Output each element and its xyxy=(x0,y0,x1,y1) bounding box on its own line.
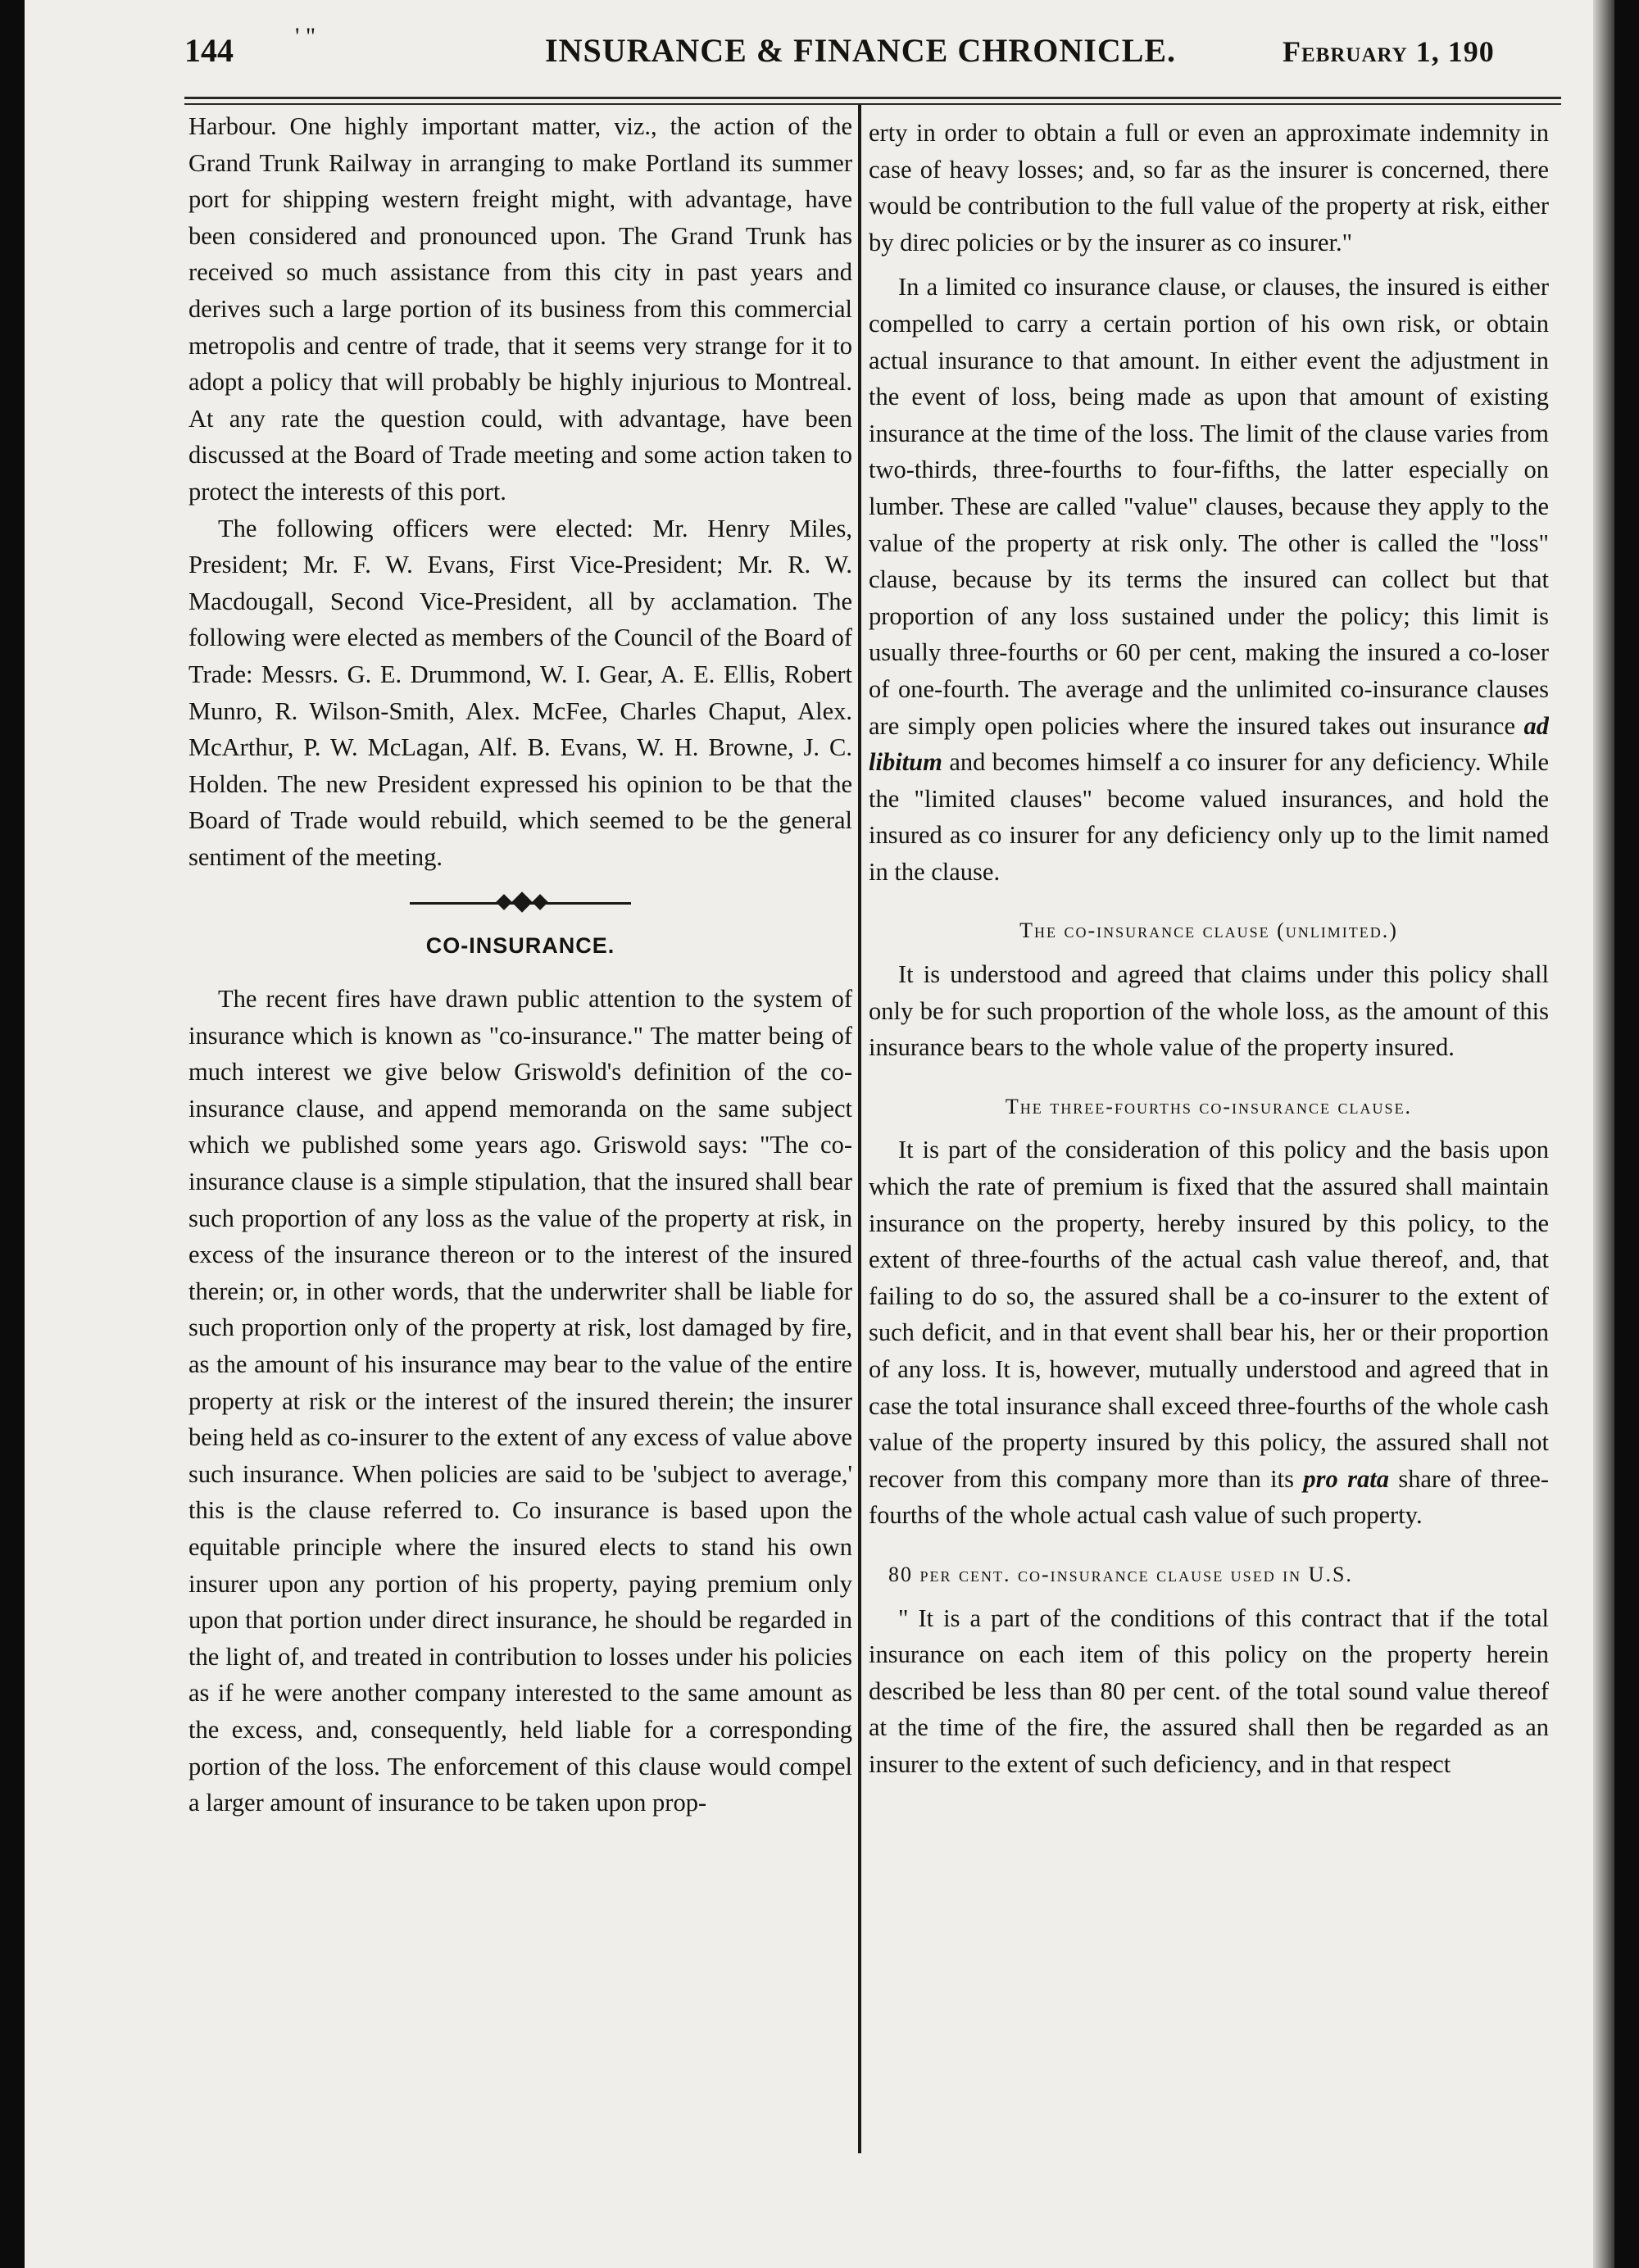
left-column xyxy=(188,108,852,2165)
journal-title: INSURANCE & FINANCE CHRONICLE. xyxy=(545,32,1177,69)
header-mark: ' " xyxy=(295,23,316,50)
paragraph: It is part of the consideration of this policy and the basis upon which the rate of premium is fixed that the assured shall maintain insurance on the property, hereby insured by this policy, to the extent of three-fourths of the actual cash value thereof, and, that failing to do so, the assured shall be a co-insurer to the extent of such deficit, and in that event shall bear his, her or their proportion of any loss. It is, however, mutually understood and agreed that in case the total insurance shall exceed three-fourths of the whole cash value of the property insured by this policy, the assured shall not recover from this company more than its pro rata share of three-fourths of the whole actual cash value of such property. xyxy=(869,1136,1549,1530)
clause-heading: The three-fourths co-insurance clause. xyxy=(1005,1094,1413,1118)
page-edge xyxy=(1593,0,1614,2268)
italic-term: ad libitum xyxy=(869,711,1549,777)
paragraph: The following officers were elected: Mr. Henry Miles, President; Mr. F. W. Evans, First Vice-President; Mr. R. W. Macdougall, Second Vice-President, all by acclamation. The following were elected as members of the Council of the Board of Trade: Messrs. G. E. Drummond, W. I. Gear, A. E. Ellis, Robert Munro, R. Wilson-Smith, Alex. McFee, Charles Chaput, Alex. McArthur, P. W. McLagan, Alf. B. Evans, W. H. Browne, J. C. Holden. The new President expressed his opinion to be that the Board of Trade would rebuild, which seemed to be the general sentiment of the meeting. xyxy=(188,514,852,871)
right-column xyxy=(869,115,1549,2171)
clause-heading: 80 per cent. co-insurance clause used in U.S. xyxy=(888,1562,1353,1586)
paragraph: The recent fires have drawn public attention to the system of insurance which is known as "co-insurance." The matter being of much interest we give below Griswold's definition of the co-insurance clause, and append memoranda on the same subject which we published some years ago. Griswold says: "The co-insurance clause is a simple stipulation, that the insured shall bear such proportion of any loss as the value of the property at risk, in excess of the insurance thereon or to the interest of the insured therein; or, in other words, that the underwriter shall be liable for such proportion only of the property at risk, lost damaged by fire, as the amount of his insurance may bear to the value of the entire property at risk or the interest of the insured therein; the insurer being held as co-insurer to the extent of any excess of value above such insurance. When policies are said to be 'subject to average,' this is the clause referred to. Co insurance is based upon the equitable principle where the insured elects to stand his own insurer upon any portion of his property, paying premium only upon that portion under direct insurance, he should be regarded in the light of, and treated in contribution to losses under his policies as if he were another company interested to the same amount as the excess, and, consequently, held liable for a corresponding portion of the loss. The enforcement of this clause would compel a larger amount of insurance to be taken upon prop- xyxy=(188,985,852,1817)
paragraph: erty in order to obtain a full or even an approximate indemnity in case of heavy losses; and, so far as the insurer is concerned, there would be contribution to the full value of the property at risk, either by direc policies or by the insurer as co insurer." xyxy=(869,119,1549,256)
page-header xyxy=(25,23,1614,88)
ornament-divider xyxy=(410,893,631,913)
section-title: CO-INSURANCE. xyxy=(425,933,615,959)
header-rule xyxy=(184,97,1561,99)
page-number: 144 xyxy=(184,32,234,69)
paragraph: Harbour. One highly important matter, viz., the action of the Grand Trunk Railway in arranging to make Portland its summer port for shipping western freight might, with advantage, have been considered and pronounced upon. The Grand Trunk has received so much assistance from this city in past years and derives such a large portion of its business from this commercial metropolis and centre of trade, that it seems very strange for it to adopt a policy that will probably be highly injurious to Montreal. At any rate the question could, with advantage, have been discussed at the Board of Trade meeting and some action taken to protect the interests of this port. xyxy=(188,112,852,506)
paragraph: " It is a part of the conditions of this contract that if the total insurance on each item of this policy on the property herein described be less than 80 per cent. of the total sound value thereof at the time of the fire, the assured shall then be regarded as an insurer to the extent of such deficiency, and in that respect xyxy=(869,1603,1549,1778)
header-rule-thin xyxy=(184,103,1561,105)
issue-date: February 1, 190 xyxy=(1283,35,1495,68)
paragraph: In a limited co insurance clause, or clauses, the insured is either compelled to carry a certain portion of his own risk, or obtain actual insurance to that amount. In either event the adjustment in the event of loss, being made as upon that amount of existing insurance at the time of the loss. The limit of the clause varies from two-thirds, three-fourths to four-fifths, the latter especially on lumber. These are called "value" clauses, because they apply to the value of the property at risk only. The other is called the "loss" clause, because by its terms the insured can collect but that proportion of any loss sustained under the policy; this limit is usually three-fourths or 60 per cent, making the insured a co-loser of one-fourth. The average and the unlimited co-insurance clauses are simply open policies where the insured takes out insurance ad libitum and becomes himself a co insurer for any deficiency. While the "limited clauses" become valued insurances, and hold the insured as co insurer for any deficiency only up to the limit named in the clause. xyxy=(869,273,1549,886)
scanned-page xyxy=(25,0,1614,2268)
paragraph: It is understood and agreed that claims under this policy shall only be for such proportion of the whole loss, as the amount of this insurance bears to the whole value of the property insured. xyxy=(869,960,1549,1062)
italic-term: pro rata xyxy=(1303,1464,1389,1493)
clause-heading: The co-insurance clause (unlimited.) xyxy=(1019,919,1398,943)
column-divider xyxy=(858,105,861,2153)
